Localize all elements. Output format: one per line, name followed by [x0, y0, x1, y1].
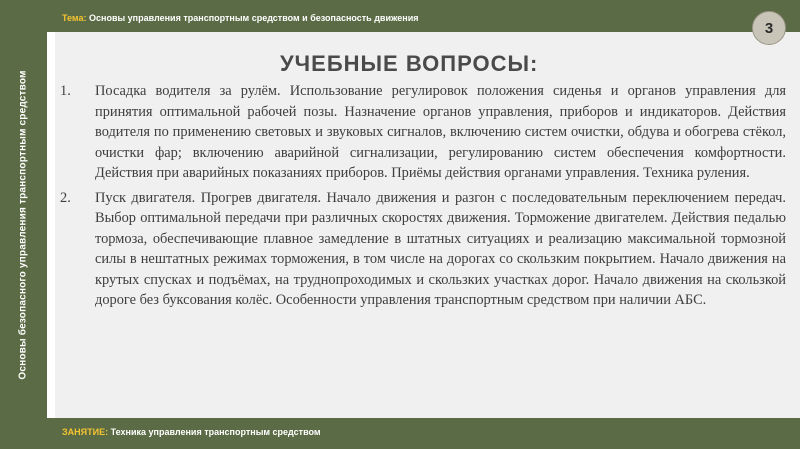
topic-text: Основы управления транспортным средством и безопасность движения	[89, 13, 419, 23]
topic-line	[62, 13, 418, 23]
lesson-label: ЗАНЯТИЕ:	[62, 427, 109, 437]
item-number: 2.	[60, 189, 71, 206]
lesson-line	[62, 427, 321, 437]
page-title: УЧЕБНЫЕ ВОПРОСЫ:	[280, 51, 539, 76]
sidebar	[0, 0, 47, 449]
list-item	[60, 81, 786, 184]
item-text: Посадка водителя за рулём. Использование регулировок положения сиденья и органов управления для принятия оптимальной рабочей позы. Назначение органов управления, приборов и индикаторов. Действия водителя по применению световых и звуковых сигналов, включению систем очистки, обдува и обогрева стёкол, очистки фар; включению аварийной сигнализации, регулированию систем обеспечения комфортности. Действия при аварийных показаниях приборов. Приёмы действия органами управления. Техника руления.	[95, 83, 786, 181]
slide-number-badge	[752, 11, 786, 45]
slide-number: 3	[764, 19, 774, 37]
item-text: Пуск двигателя. Прогрев двигателя. Начало движения и разгон с последовательным переключением передач. Выбор оптимальной передачи при различных скоростях движения. Торможение двигателем. Действия педалью тормоза, обеспечивающие плавное замедление в штатных ситуациях и реализацию максимальной тормозной силы в нештатных режимах торможения, в том числе на дорогах со скользким покрытием. Начало движения на крутых спусках и подъёмах, на труднопроходимых и скользких участках дорог. Начало движения на скользкой дороге без буксования колёс. Особенности управления транспортным средством при наличии АБС.	[95, 189, 786, 308]
questions-list	[60, 81, 786, 315]
lesson-text: Техника управления транспортным средством	[110, 427, 321, 437]
sidebar-course-title: Основы безопасного управления транспортным средством	[17, 70, 29, 380]
item-number: 1.	[60, 83, 71, 99]
topic-label: Тема:	[62, 13, 87, 23]
list-item	[60, 188, 786, 311]
